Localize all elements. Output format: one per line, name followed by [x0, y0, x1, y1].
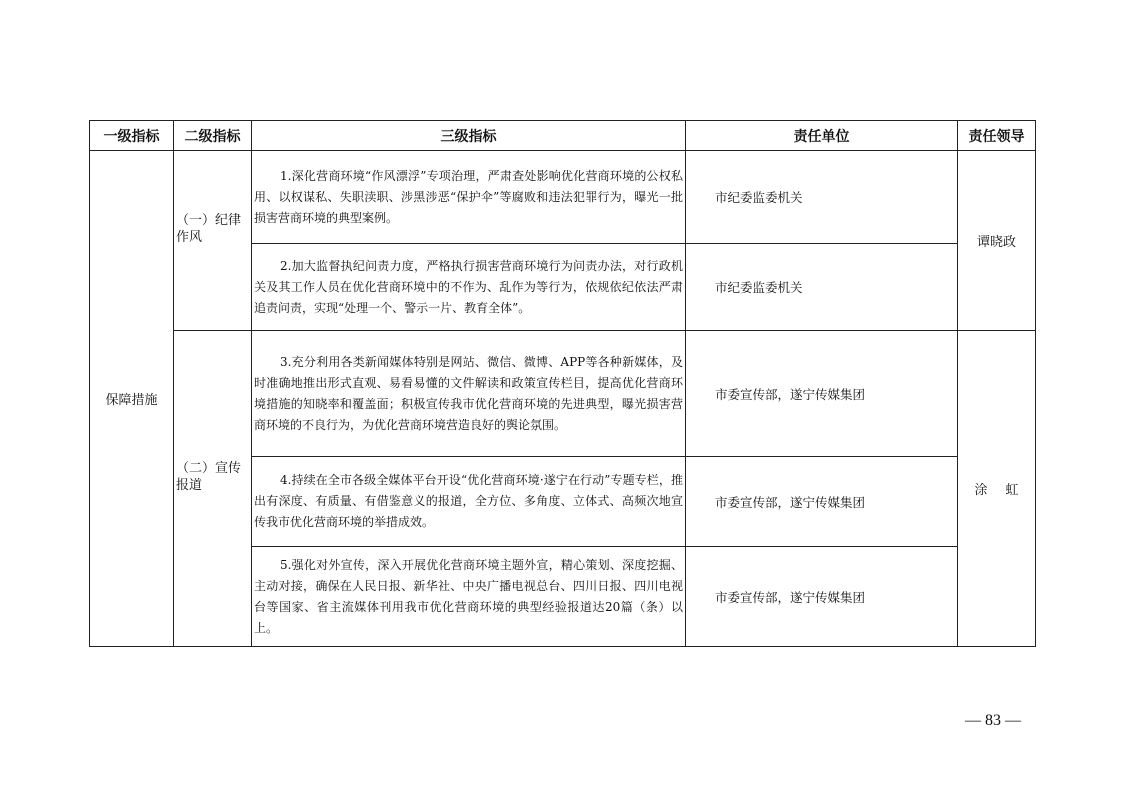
- header-unit: 责任单位: [686, 121, 958, 151]
- header-level1: 一级指标: [90, 121, 174, 151]
- level3-text: 2.加大监督执纪问责力度，严格执行损害营商环境行为问责办法，对行政机关及其工作人员在优化营商环境中的不作为、乱作为等行为，依规依纪依法严肃追责问责，实现“处理一个、警示一片、教育全体”。: [254, 258, 683, 315]
- header-leader: 责任领导: [958, 121, 1036, 151]
- leader-cell: [958, 331, 1036, 647]
- level3-cell: [252, 151, 686, 244]
- level2-cell-publicity: [174, 331, 252, 647]
- unit-cell: 市委宣传部，遂宁传媒集团: [686, 331, 958, 457]
- page-number: — 83 —: [965, 712, 1021, 729]
- leader-cell: 谭晓政: [958, 151, 1036, 331]
- level3-cell: [252, 547, 686, 647]
- header-level3: 三级指标: [252, 121, 686, 151]
- leader-name: 涂虹: [974, 483, 1037, 498]
- level3-cell: [252, 244, 686, 331]
- table-row: [90, 151, 1036, 244]
- unit-cell: 市委宣传部，遂宁传媒集团: [686, 457, 958, 547]
- level2-cell-discipline: [174, 151, 252, 331]
- level3-cell: [252, 331, 686, 457]
- level3-text: 5.强化对外宣传，深入开展优化营商环境主题外宣，精心策划、深度挖掘、主动对接，确保在人民日报、新华社、中央广播电视总台、四川日报、四川电视台等国家、省主流媒体刊用我市优化营商环境的典型经验报道达20篇（条）以上。: [254, 557, 683, 635]
- level3-text: 4.持续在全市各级全媒体平台开设“优化营商环境·遂宁在行动”专题专栏，推出有深度、有质量、有借鉴意义的报道，全方位、多角度、立体式、高频次地宣传我市优化营商环境的举措成效。: [254, 473, 683, 529]
- level2-label: （一）纪律作风: [176, 212, 242, 245]
- level3-cell: [252, 457, 686, 547]
- level3-text: 3.充分利用各类新闻媒体特别是网站、微信、微博、APP等各种新媒体，及时准确地推出形式直观、易看易懂的文件解读和政策宣传栏目，提高优化营商环境措施的知晓率和覆盖面；积极宣传我市优化营商环境的先进典型，曝光损害营商环境的不良行为，为优化营商环境营造良好的舆论氛围。: [254, 354, 683, 432]
- unit-cell: 市纪委监委机关: [686, 244, 958, 331]
- unit-cell: 市纪委监委机关: [686, 151, 958, 244]
- header-level2: 二级指标: [174, 121, 252, 151]
- table-row: [90, 331, 1036, 457]
- level3-text: 1.深化营商环境“作风漂浮”专项治理，严肃查处影响优化营商环境的公权私用、以权谋私、失职渎职、涉黑涉恶“保护伞”等腐败和违法犯罪行为，曝光一批损害营商环境的典型案例。: [254, 168, 683, 225]
- unit-cell: 市委宣传部，遂宁传媒集团: [686, 547, 958, 647]
- level1-cell: 保障措施: [90, 151, 174, 647]
- indicator-table: [89, 120, 1036, 647]
- level2-label: （二）宣传报道: [176, 460, 242, 493]
- header-row: [90, 121, 1036, 151]
